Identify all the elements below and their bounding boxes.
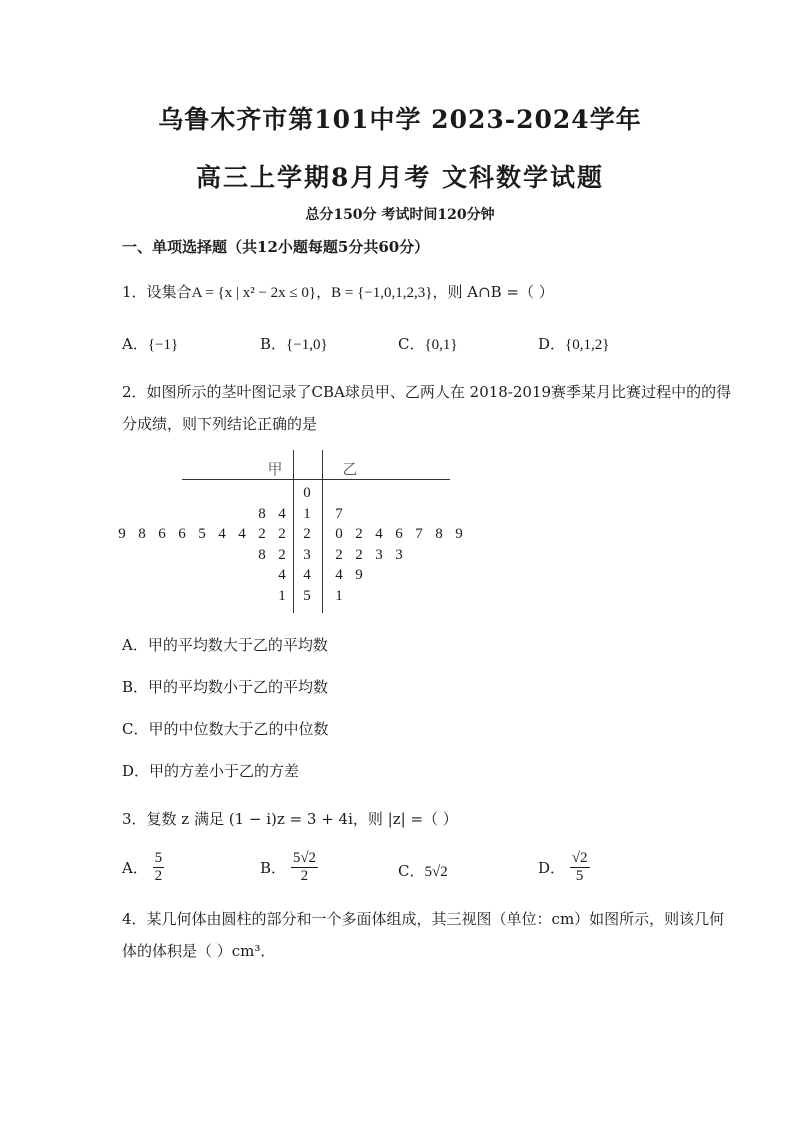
- right-leaf-digit: 6: [395, 526, 403, 542]
- left-leaf-digit: 1: [278, 587, 286, 604]
- q1-set-a: A = {x | x² − 2x ≤ 0}: [191, 285, 317, 301]
- section-heading: 一、单项选择题（共12小题每题5分共60分）: [122, 238, 430, 256]
- right-leaf-digit: 9: [455, 526, 463, 542]
- exam-title-line2: 高三上学期8月月考 文科数学试题: [195, 163, 605, 192]
- left-leaf-digit: 8: [138, 526, 146, 542]
- left-leaf-digit: 8: [258, 505, 266, 522]
- right-leaf-digit: 3: [395, 546, 403, 563]
- right-leaf-digit: 8: [435, 526, 443, 542]
- left-leaf-digit: 4: [278, 567, 286, 583]
- stem-leaf-left-header: 甲: [267, 462, 283, 478]
- right-leaf-digit: 4: [335, 567, 343, 583]
- q1-separator: ，: [316, 283, 332, 301]
- exam-title-line1: 乌鲁木齐市第101中学 2023-2024学年: [158, 105, 642, 134]
- stem-digit: 2: [303, 526, 311, 542]
- q2-text-line1: 2．如图所示的茎叶图记录了CBA球员甲、乙两人在 2018-2019赛季某月比赛过程中的的得: [122, 383, 732, 401]
- left-leaf-digit: 4: [278, 505, 286, 522]
- q3-option-b-fraction: $\frac{5√2}{2}$: [292, 850, 317, 884]
- stem-leaf-plot: [110, 450, 470, 620]
- q4-text-line2: 体的体积是（ ）cm³．: [122, 942, 276, 960]
- right-leaf-digit: 4: [375, 526, 383, 542]
- exam-subtitle: 总分150分 考试时间120分钟: [305, 207, 495, 223]
- stem-digit: 3: [303, 546, 311, 563]
- q2-option-d: D．甲的方差小于乙的方差: [122, 762, 300, 780]
- stem-leaf-right-divider: [322, 450, 323, 613]
- q2-option-a: A．甲的平均数大于乙的平均数: [122, 636, 328, 654]
- stem-digit: 4: [303, 567, 311, 583]
- right-leaf-digit: 3: [375, 546, 383, 563]
- q1-option-c: C．{0,1}: [398, 335, 458, 353]
- left-leaf-digit: 2: [278, 546, 286, 563]
- question-1: [122, 281, 554, 302]
- left-leaf-digit: 4: [218, 526, 226, 542]
- stem-leaf-left-divider: [293, 450, 294, 613]
- q4-text-line1: 4．某几何体由圆柱的部分和一个多面体组成，其三视图（单位：cm）如图所示，则该几何: [122, 910, 725, 928]
- left-leaf-digit: 2: [258, 526, 266, 542]
- right-leaf-digit: 0: [335, 526, 343, 542]
- right-leaf-digit: 9: [355, 567, 363, 583]
- q1-number: 1．: [122, 283, 147, 301]
- q3-option-b: B． $\frac{5√2}{2}$: [260, 850, 317, 884]
- q3-stem: 3．复数 z 满足 (1 − i)z = 3 + 4i，则 |z| =（ ）: [122, 810, 458, 828]
- left-leaf-digit: 5: [198, 526, 206, 542]
- stem-digit: 0: [303, 485, 311, 501]
- right-leaf-digit: 7: [335, 505, 343, 522]
- left-leaf-digit: 2: [278, 526, 286, 542]
- right-leaf-digit: 1: [335, 587, 343, 604]
- q1-option-b: B．{−1,0}: [260, 335, 328, 353]
- q2-text-line2: 分成绩，则下列结论正确的是: [122, 415, 318, 433]
- left-leaf-digit: 6: [158, 526, 166, 542]
- stem-digit: 5: [303, 587, 311, 604]
- left-leaf-digit: 4: [238, 526, 246, 542]
- left-leaf-digit: 6: [178, 526, 186, 542]
- q3-option-d: D． $\frac{√2}{5}$: [538, 850, 588, 884]
- q3-option-c: C．5√2: [398, 862, 448, 880]
- q1-prefix: 设集合: [146, 283, 192, 301]
- q3-option-a: A． $\frac{5}{2}$: [122, 850, 163, 884]
- left-leaf-digit: 9: [118, 526, 126, 542]
- q1-set-b: B = {−1,0,1,2,3}: [331, 285, 433, 301]
- q2-option-b: B．甲的平均数小于乙的平均数: [122, 678, 329, 696]
- right-leaf-digit: 7: [415, 526, 423, 542]
- q1-suffix: ，则 A∩B =（ ）: [432, 283, 554, 301]
- right-leaf-digit: 2: [355, 546, 363, 563]
- q1-option-a: A．{−1}: [122, 335, 179, 353]
- right-leaf-digit: 2: [335, 546, 343, 563]
- stem-leaf-right-header: 乙: [342, 462, 358, 478]
- q1-option-d: D．{0,1,2}: [538, 335, 610, 353]
- right-leaf-digit: 2: [355, 526, 363, 542]
- stem-digit: 1: [303, 505, 311, 522]
- stem-leaf-horizontal-rule: [182, 479, 450, 480]
- q3-option-d-fraction: $\frac{√2}{5}$: [571, 850, 588, 884]
- left-leaf-digit: 8: [258, 546, 266, 563]
- q3-option-a-fraction: $\frac{5}{2}$: [154, 850, 163, 884]
- q2-option-c: C．甲的中位数大于乙的中位数: [122, 720, 329, 738]
